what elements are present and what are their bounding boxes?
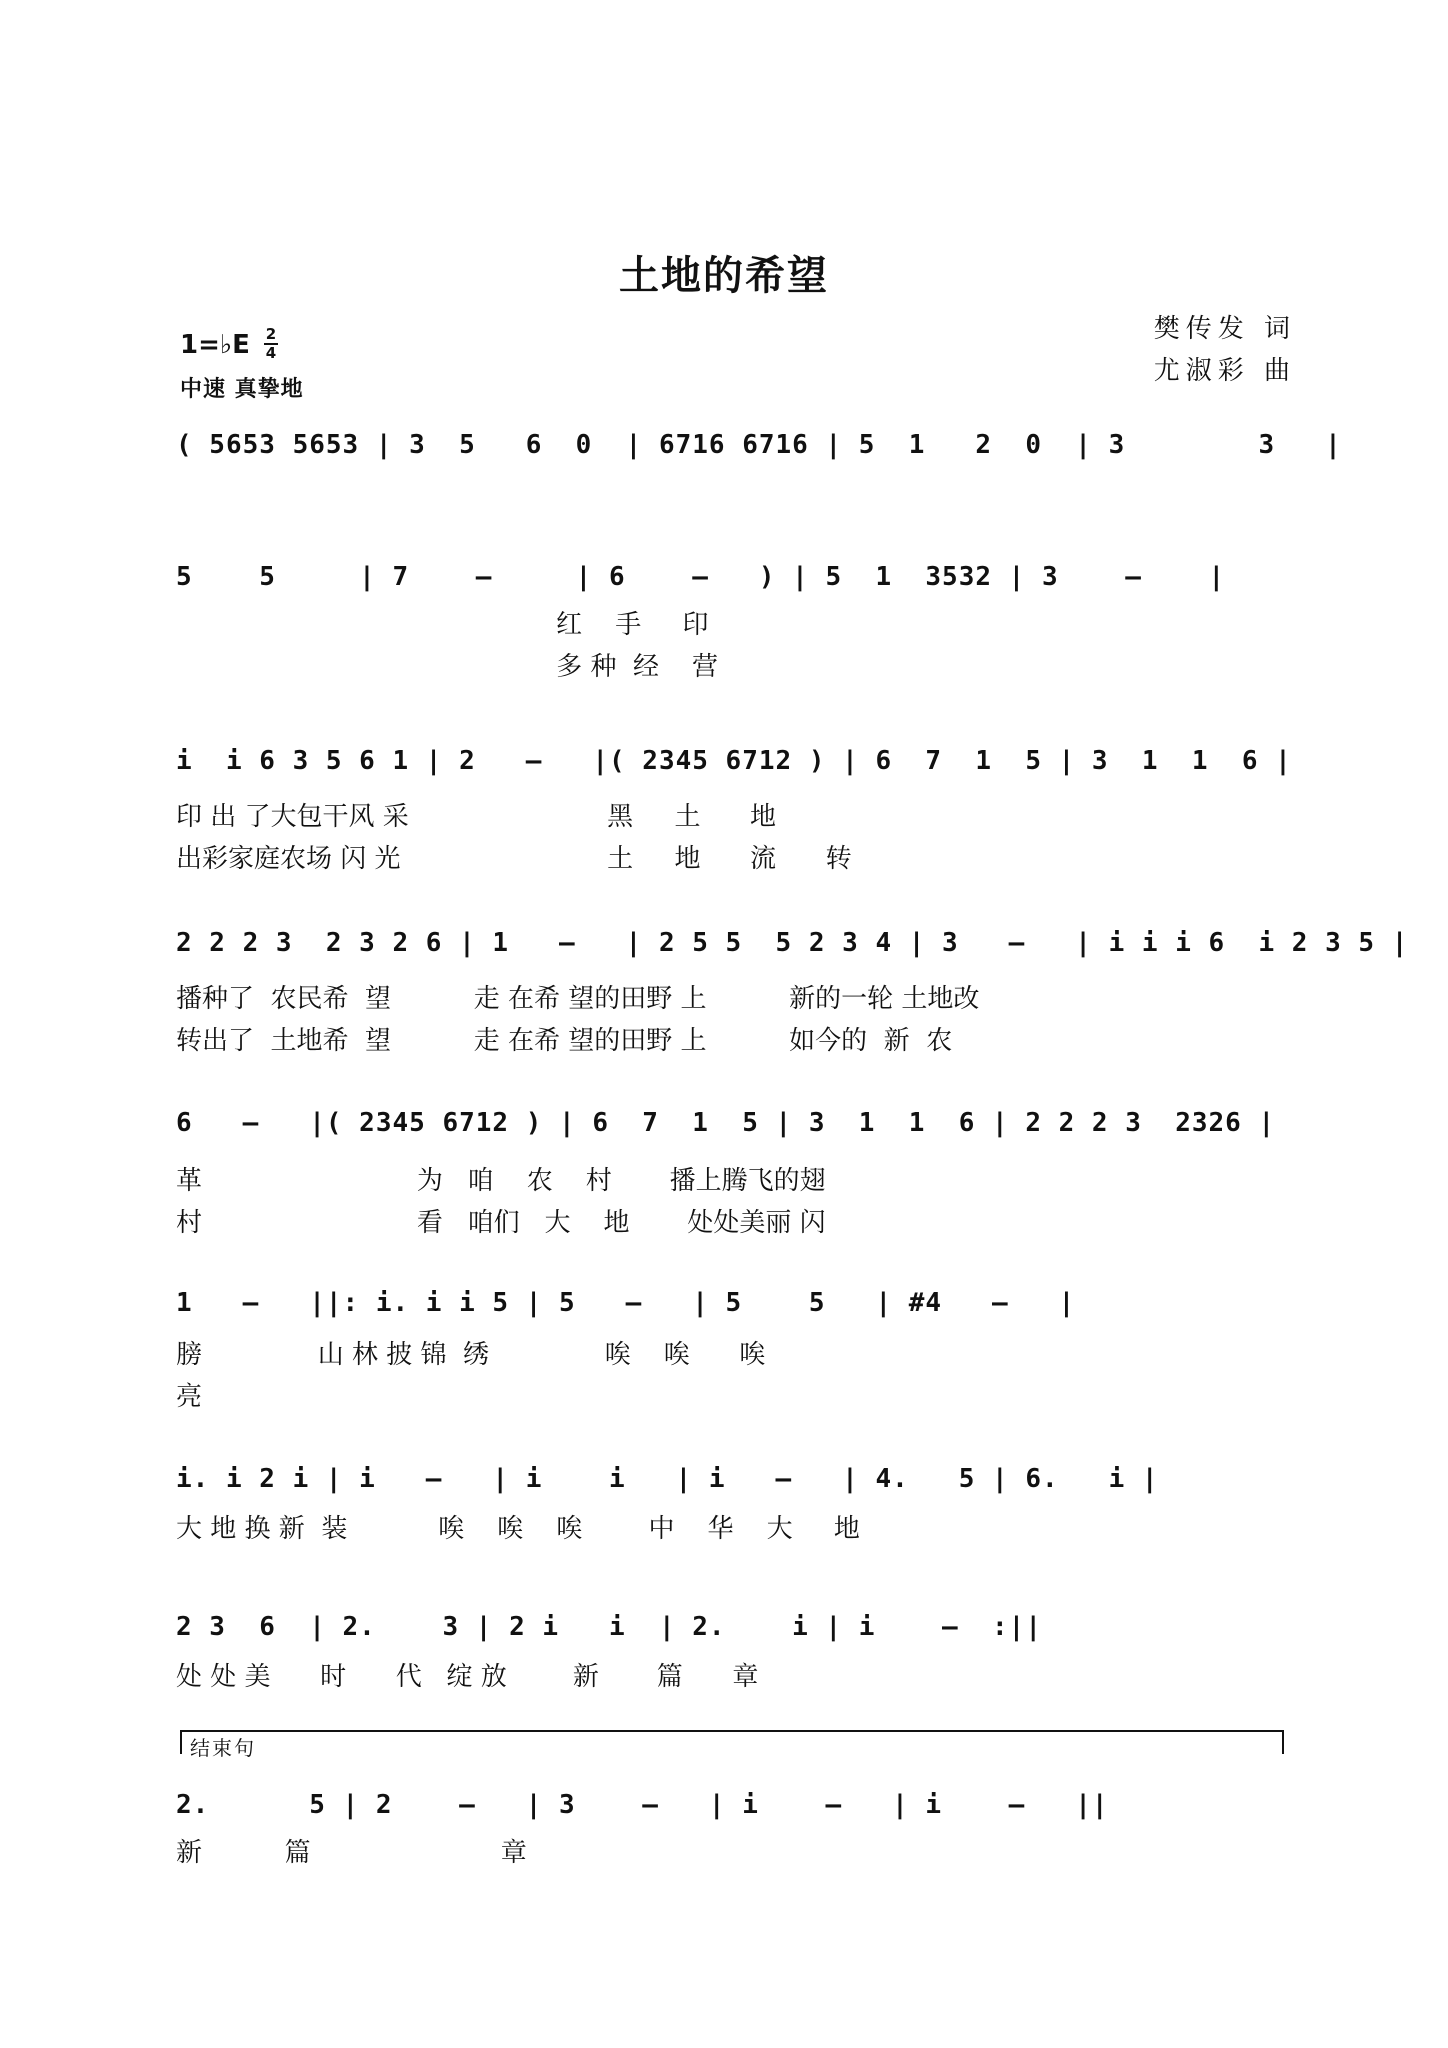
lyricist-credit: 樊传发 词 bbox=[1153, 314, 1296, 344]
system-9-notes: 2. 5 | 2 – | 3 – | i – | i – || bbox=[176, 1790, 1109, 1820]
coda-label: 结束句 bbox=[190, 1736, 256, 1760]
system-1-notes: ( 5653 5653 | 3 5 6 0 | 6716 6716 | 5 1 2 0 | 3 3 | bbox=[176, 430, 1342, 460]
system-6-lyrics-1: 膀 山 林 披 锦 绣 唉 唉 唉 bbox=[176, 1340, 766, 1370]
system-7-notes: i. i 2 i | i – | i i | i – | 4. 5 | 6. i | bbox=[176, 1464, 1159, 1494]
system-3-lyrics-2: 出彩家庭农场 闪 光 土 地 流 转 bbox=[176, 844, 852, 874]
system-8-notes: 2 3 6 | 2. 3 | 2 i i | 2. i | i – :|| bbox=[176, 1612, 1042, 1642]
system-5-lyrics-1: 革 为 咱 农 村 播上腾飞的翅 bbox=[176, 1166, 826, 1196]
key-signature: 1=♭E bbox=[180, 330, 250, 360]
system-2-lyrics-2: 多 种 经 营 bbox=[176, 652, 719, 682]
system-8-lyrics-1: 处 处 美 时 代 绽 放 新 篇 章 bbox=[176, 1662, 759, 1692]
coda-bracket bbox=[180, 1730, 1284, 1754]
system-3-lyrics-1: 印 出 了大包干风 采 黑 土 地 bbox=[176, 802, 777, 832]
system-4-lyrics-2: 转出了 土地希 望 走 在希 望的田野 上 如今的 新 农 bbox=[176, 1026, 953, 1056]
system-2-lyrics-1: 红 手 印 bbox=[176, 610, 709, 640]
system-5-notes: 6 – |( 2345 6712 ) | 6 7 1 5 | 3 1 1 6 | 2 2 2 3 2326 | bbox=[176, 1108, 1276, 1138]
time-signature-bottom: 4 bbox=[265, 344, 277, 362]
system-5-lyrics-2: 村 看 咱们 大 地 处处美丽 闪 bbox=[176, 1208, 826, 1238]
system-9-lyrics-1: 新 篇 章 bbox=[176, 1838, 527, 1868]
tempo-marking: 中速 真挚地 bbox=[180, 377, 304, 402]
time-signature bbox=[264, 326, 278, 362]
system-3-notes: i i 6 3 5 6 1 | 2 – |( 2345 6712 ) | 6 7 1 5 | 3 1 1 6 | bbox=[176, 746, 1292, 776]
song-title: 土地的希望 bbox=[619, 252, 829, 299]
system-2-notes: 5 5 | 7 – | 6 – ) | 5 1 3532 | 3 – | bbox=[176, 562, 1226, 592]
system-7-lyrics-1: 大 地 换 新 装 唉 唉 唉 中 华 大 地 bbox=[176, 1514, 860, 1544]
system-4-notes: 2 2 2 3 2 3 2 6 | 1 – | 2 5 5 5 2 3 4 | 3 – | i i i 6 i 2 3 5 | bbox=[176, 928, 1409, 958]
time-signature-top: 2 bbox=[265, 325, 277, 343]
system-4-lyrics-1: 播种了 农民希 望 走 在希 望的田野 上 新的一轮 土地改 bbox=[176, 984, 980, 1014]
system-6-notes: 1 – ||: i. i i 5 | 5 – | 5 5 | #4 – | bbox=[176, 1288, 1076, 1318]
composer-credit: 尤淑彩 曲 bbox=[1153, 356, 1296, 386]
system-6-lyrics-2: 亮 bbox=[176, 1382, 203, 1412]
